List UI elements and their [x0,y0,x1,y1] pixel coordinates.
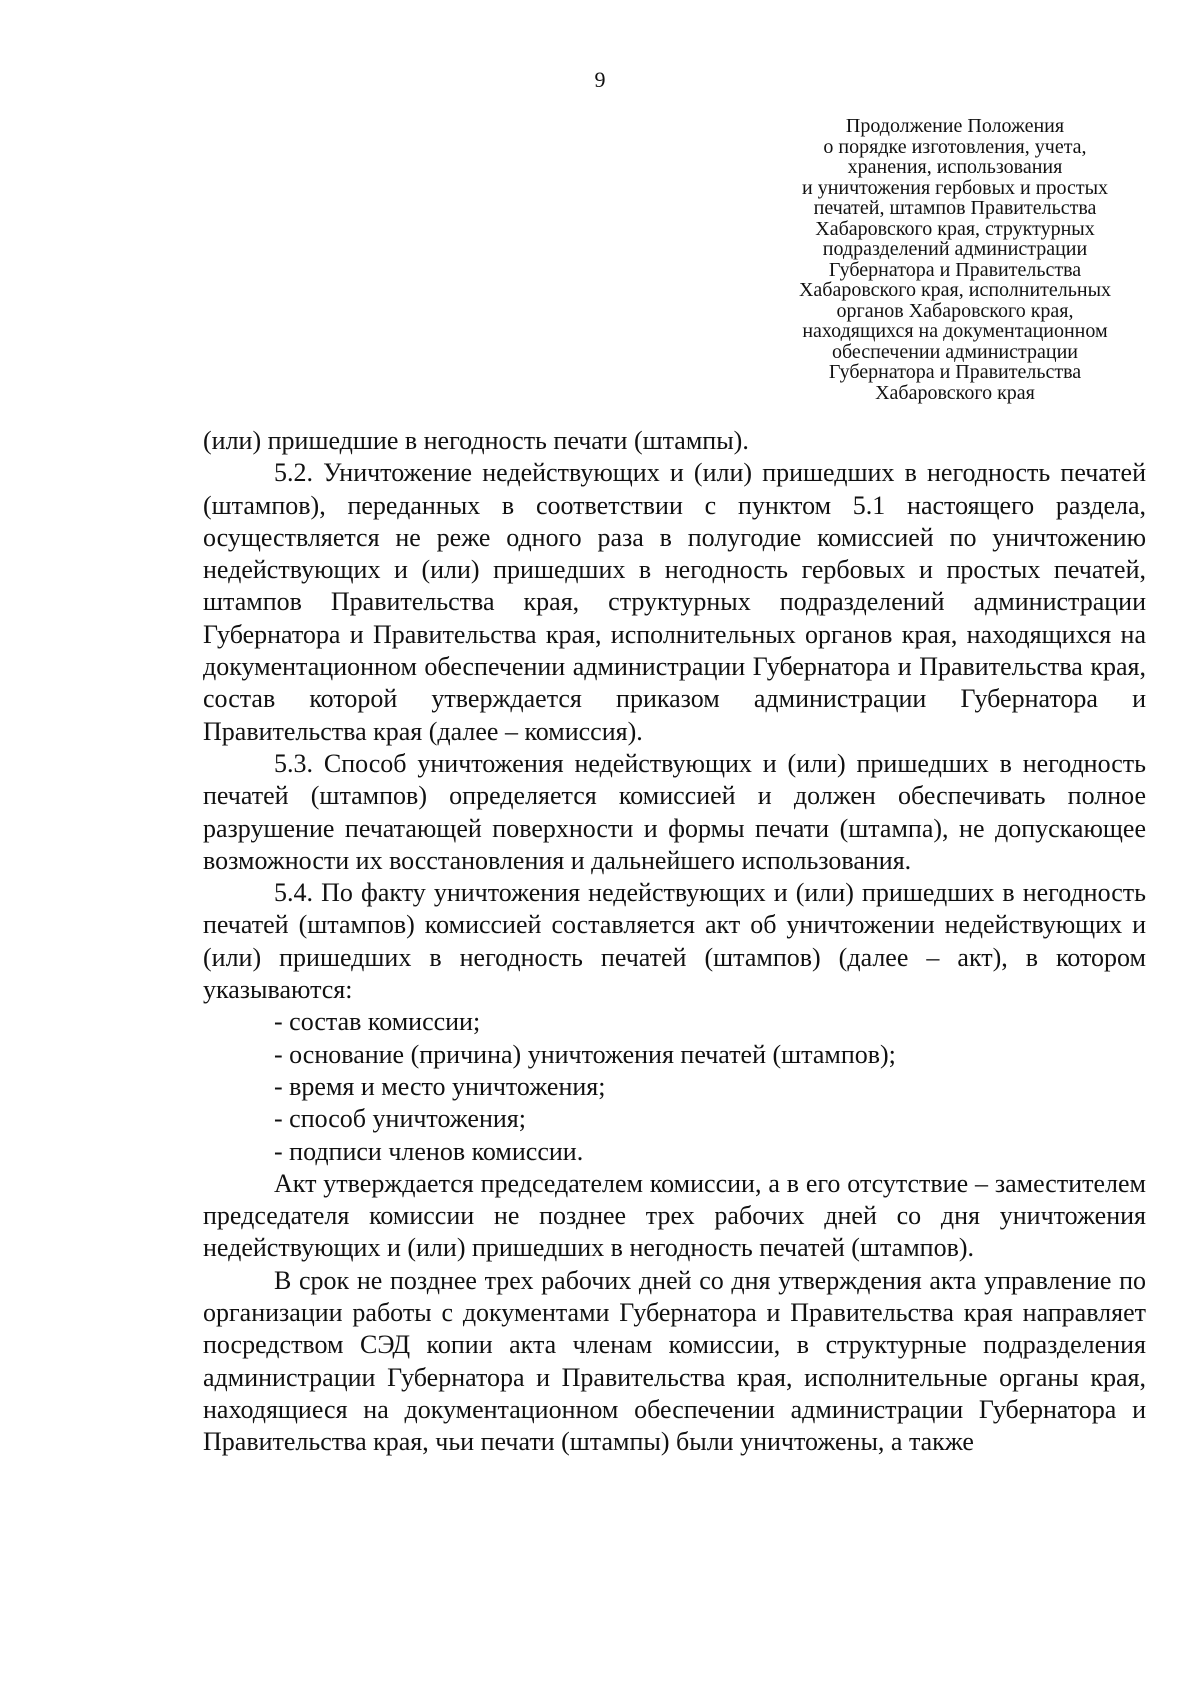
document-header [755,116,1155,403]
page-number: 9 [594,67,606,92]
header-line: органов Хабаровского края, [836,299,1074,322]
paragraph-continuation: (или) пришедшие в негодность печати (штампы). [203,426,749,455]
header-line: Губернатора и Правительства [828,258,1082,281]
paragraph-act-distribution: В срок не позднее трех рабочих дней со дня утверждения акта управление по организации работы с документами Губернатора и Правительства края направляет посредством СЭД копии акта членам комиссии, в структурные подразделения администрации Губернатора и Правительства края, исполнительные органы края, находящиеся на документационном обеспечении администрации Губернатора и Правительства края, чьи печати (штампы) были уничтожены, а также [203,1265,1146,1457]
list-item: - подписи членов комиссии. [274,1136,584,1166]
list-item: - основание (причина) уничтожения печатей (штампов); [274,1039,896,1069]
header-line: и уничтожения гербовых и простых [801,176,1108,199]
header-line: о порядке изготовления, учета, [823,135,1087,158]
header-line: Хабаровского края, исполнительных [798,279,1112,301]
header-line: Губернатора и Правительства [828,361,1082,383]
list-item: - время и место уничтожения; [274,1071,606,1101]
paragraph-act-approval: Акт утверждается председателем комиссии, а в его отсутствие – заместителем председателя комиссии не позднее трех рабочих дней со дня уничтожения недействующих и (или) пришедших в негодность печатей (штампов). [203,1168,1146,1263]
header-line: обеспечении администрации [832,340,1078,363]
header-line: Хабаровского края, структурных [815,217,1095,240]
list-item: - состав комиссии; [274,1007,481,1037]
paragraph-5-3: 5.3. Способ уничтожения недействующих и (или) пришедших в негодность печатей (штампов) определяется комиссией и должен обеспечивать полное разрушение печатающей поверхности и формы печати (штампа), не допускающее возможности их восстановления и дальнейшего использования. [203,748,1146,875]
header-line: Хабаровского края [875,381,1035,404]
header-line: печатей, штампов Правительства [813,197,1097,219]
list-item: - способ уничтожения; [274,1104,526,1134]
paragraph-5-4: 5.4. По факту уничтожения недействующих и (или) пришедших в негодность печатей (штампов) комиссией составляется акт об уничтожении недействующих и (или) пришедших в негодность печатей (штампов) (далее – акт), в котором указываются: [203,878,1146,1005]
header-line: хранения, использования [847,156,1063,178]
header-line: находящихся на документационном [802,320,1108,342]
header-line: подразделений администрации [822,238,1088,260]
document-body [203,425,1146,1459]
header-line: Продолжение Положения [845,115,1065,137]
paragraph-5-2: 5.2. Уничтожение недействующих и (или) пришедших в негодность печатей (штампов), переданных в соответствии с пунктом 5.1 настоящего раздела, осуществляется не реже одного раза в полугодие комиссией по уничтожению недействующих и (или) пришедших в негодность гербовых и простых печатей, штампов Правительства края, структурных подразделений администрации Губернатора и Правительства края, исполнительных органов края, находящихся на документационном обеспечении администрации Губернатора и Правительства края, состав которой утверждается приказом администрации Губернатора и Правительства края (далее – комиссия). [203,458,1146,746]
